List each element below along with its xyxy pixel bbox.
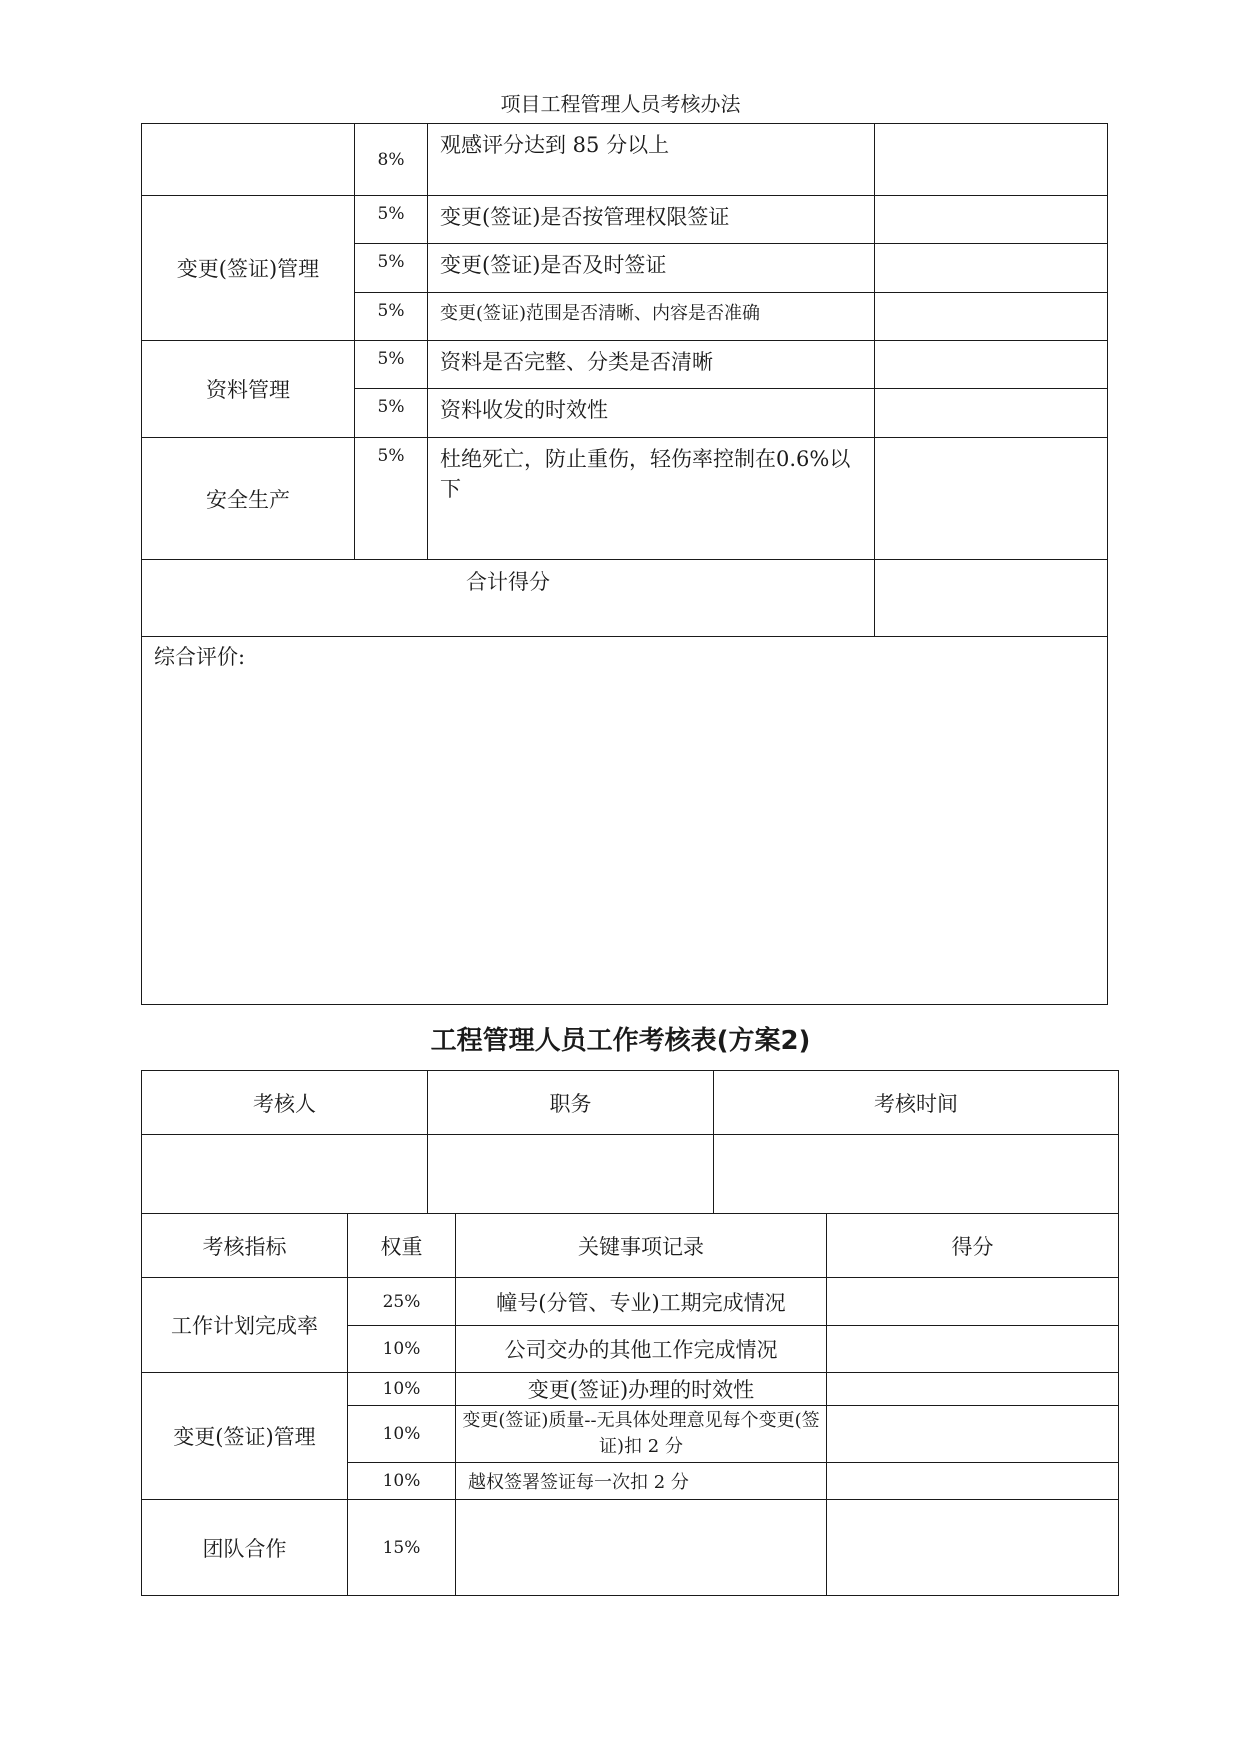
assessment-time-header: 考核时间 — [714, 1071, 1119, 1135]
assessment-time-cell — [714, 1135, 1119, 1214]
weight-cell: 10% — [348, 1406, 456, 1463]
weight-cell: 5% — [355, 341, 428, 389]
indicator-header: 考核指标 — [142, 1214, 348, 1278]
criteria-cell: 变更(签证)是否及时签证 — [428, 244, 875, 293]
weight-cell: 15% — [348, 1500, 456, 1596]
criteria-cell: 变更(签证)范围是否清晰、内容是否准确 — [428, 293, 875, 341]
weight-cell: 5% — [355, 389, 428, 438]
score-cell — [875, 438, 1108, 560]
weight-cell: 10% — [348, 1373, 456, 1406]
record-header: 关键事项记录 — [456, 1214, 827, 1278]
record-cell: 幢号(分管、专业)工期完成情况 — [456, 1278, 827, 1326]
table-header-row — [142, 1214, 1119, 1278]
table-header-row — [142, 1071, 1119, 1135]
score-cell — [827, 1406, 1119, 1463]
category-cell: 变更(签证)管理 — [142, 1373, 348, 1500]
total-row — [142, 560, 1108, 637]
table-row — [142, 124, 1108, 196]
criteria-cell: 资料收发的时效性 — [428, 389, 875, 438]
table-row — [142, 1373, 1119, 1406]
record-cell: 越权签署签证每一次扣 2 分 — [456, 1463, 827, 1500]
score-cell — [875, 293, 1108, 341]
table-row — [142, 1135, 1119, 1214]
table-row — [142, 438, 1108, 560]
total-score-cell — [875, 560, 1108, 637]
table-row — [142, 341, 1108, 389]
score-cell — [827, 1278, 1119, 1326]
score-cell — [827, 1373, 1119, 1406]
category-cell: 资料管理 — [142, 341, 355, 438]
score-cell — [827, 1500, 1119, 1596]
position-header: 职务 — [428, 1071, 714, 1135]
category-cell: 团队合作 — [142, 1500, 348, 1596]
assessor-info-table — [141, 1070, 1119, 1214]
assessor-cell — [142, 1135, 428, 1214]
total-label: 合计得分 — [142, 560, 875, 637]
score-header: 得分 — [827, 1214, 1119, 1278]
weight-cell: 10% — [348, 1463, 456, 1500]
table-row — [142, 196, 1108, 244]
assessment-table-continued — [141, 123, 1108, 1005]
score-cell — [875, 341, 1108, 389]
table-row — [142, 1278, 1119, 1326]
weight-cell: 8% — [355, 124, 428, 196]
page-header: 项目工程管理人员考核办法 — [500, 92, 741, 116]
score-cell — [875, 196, 1108, 244]
category-cell: 变更(签证)管理 — [142, 196, 355, 341]
criteria-cell: 资料是否完整、分类是否清晰 — [428, 341, 875, 389]
score-cell — [827, 1463, 1119, 1500]
score-cell — [875, 389, 1108, 438]
table2-title: 工程管理人员工作考核表(方案2) — [430, 1026, 811, 1056]
record-cell — [456, 1500, 827, 1596]
criteria-cell: 变更(签证)是否按管理权限签证 — [428, 196, 875, 244]
record-cell: 变更(签证)质量--无具体处理意见每个变更(签证)扣 2 分 — [456, 1406, 827, 1463]
category-cell: 工作计划完成率 — [142, 1278, 348, 1373]
position-cell — [428, 1135, 714, 1214]
table-row — [142, 1500, 1119, 1596]
weight-cell: 5% — [355, 438, 428, 560]
category-cell: 安全生产 — [142, 438, 355, 560]
record-cell: 公司交办的其他工作完成情况 — [456, 1326, 827, 1373]
score-cell — [875, 124, 1108, 196]
weight-header: 权重 — [348, 1214, 456, 1278]
weight-cell: 10% — [348, 1326, 456, 1373]
assessor-header: 考核人 — [142, 1071, 428, 1135]
weight-cell: 5% — [355, 293, 428, 341]
indicator-table — [141, 1213, 1119, 1596]
criteria-cell: 杜绝死亡，防止重伤，轻伤率控制在0.6%以下 — [428, 438, 875, 560]
evaluation-row — [142, 637, 1108, 1005]
record-cell: 变更(签证)办理的时效性 — [456, 1373, 827, 1406]
category-cell — [142, 124, 355, 196]
evaluation-label: 综合评价: — [142, 637, 1108, 1005]
weight-cell: 25% — [348, 1278, 456, 1326]
score-cell — [875, 244, 1108, 293]
weight-cell: 5% — [355, 196, 428, 244]
criteria-cell: 观感评分达到 85 分以上 — [428, 124, 875, 196]
score-cell — [827, 1326, 1119, 1373]
weight-cell: 5% — [355, 244, 428, 293]
